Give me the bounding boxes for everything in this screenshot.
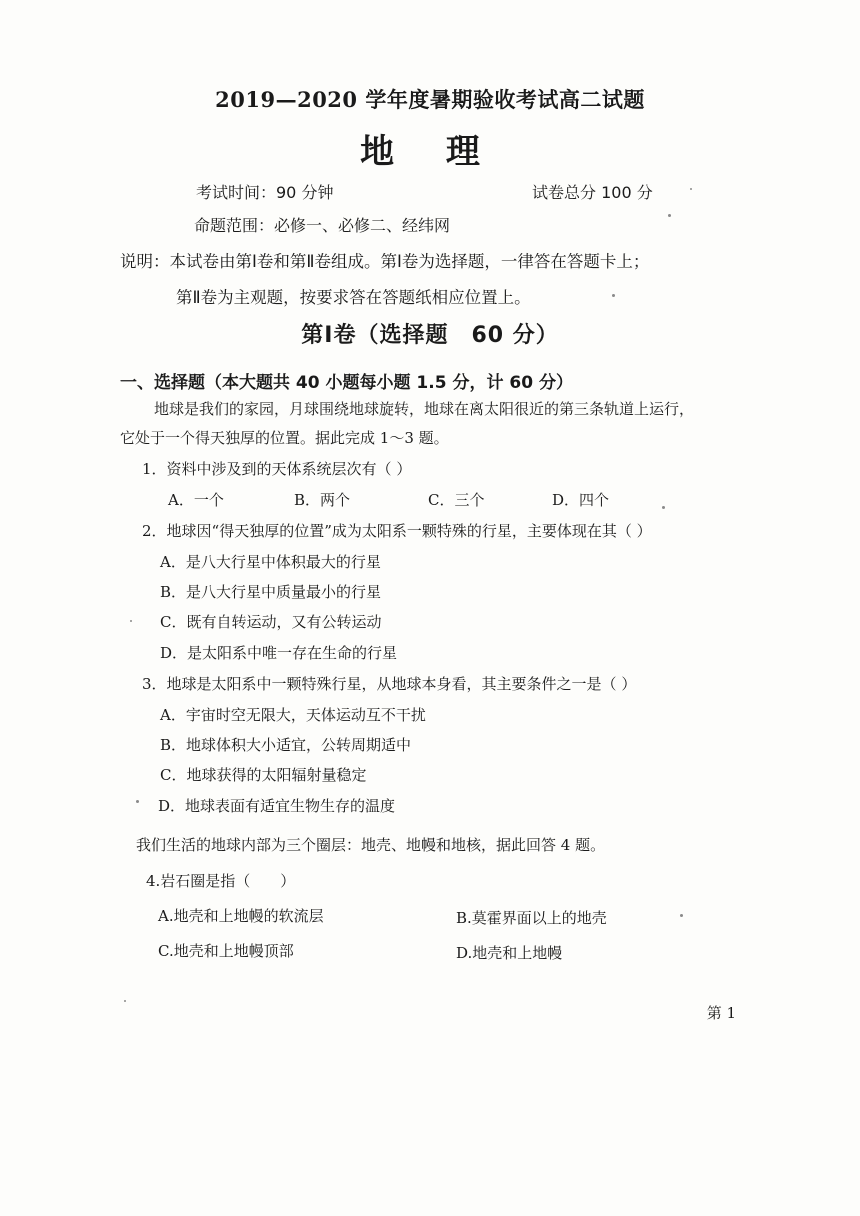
scan-speck: [130, 620, 132, 622]
part-title: 一、选择题（本大题共 40 小题每小题 1.5 分，计 60 分）: [120, 373, 573, 393]
scan-speck: [124, 1000, 126, 1002]
question-2-option-d: D．是太阳系中唯一存在生命的行星: [160, 644, 398, 662]
question-2-option-a: A．是八大行星中体积最大的行星: [160, 553, 381, 571]
question-3-option-d: D．地球表面有适宜生物生存的温度: [158, 797, 396, 815]
question-4-option-b: B.莫霍界面以上的地壳: [456, 909, 607, 927]
scan-speck: [136, 800, 139, 803]
scan-speck: [612, 294, 615, 297]
exam-header: 2019—2020 学年度暑期验收考试高二试题: [215, 87, 645, 112]
scan-speck: [668, 214, 671, 217]
question-3-option-a: A．宇宙时空无限大，天体运动互不干扰: [160, 706, 426, 724]
exam-scope: 命题范围：必修一、必修二、经纬网: [194, 216, 451, 235]
scan-speck: [680, 914, 683, 917]
question-3-option-c: C．地球获得的太阳辐射量稳定: [160, 766, 367, 784]
question-2-stem: 2．地球因“得天独厚的位置”成为太阳系一颗特殊的行星，主要体现在其（ ）: [142, 522, 652, 540]
question-4-stem: 4.岩石圈是指（ ）: [146, 872, 296, 890]
subject-title: 地 理: [360, 132, 500, 172]
question-2-option-c: C．既有自转运动，又有公转运动: [160, 613, 382, 631]
scan-speck: [662, 506, 665, 509]
question-1-option-b: B．两个: [294, 491, 351, 509]
exam-time: 考试时间：90 分钟: [196, 183, 334, 202]
scan-speck: [690, 188, 692, 190]
question-3-option-b: B．地球体积大小适宜，公转周期适中: [160, 736, 412, 754]
question-1-stem: 1．资料中涉及到的天体系统层次有（ ）: [142, 460, 412, 478]
question-4-option-d: D.地壳和上地幔: [456, 944, 563, 962]
question-4-option-c: C.地壳和上地幔顶部: [158, 942, 294, 960]
question-1-option-d: D．四个: [552, 491, 610, 509]
question-1-option-c: C．三个: [428, 491, 485, 509]
section-title: 第Ⅰ卷（选择题 60 分）: [301, 323, 559, 348]
question-4-option-a: A.地壳和上地幔的软流层: [158, 907, 324, 925]
instructions-line-1: 说明：本试卷由第Ⅰ卷和第Ⅱ卷组成。第Ⅰ卷为选择题，一律答在答题卡上；: [120, 252, 650, 271]
instructions-line-2: 第Ⅱ卷为主观题，按要求答在答题纸相应位置上。: [176, 288, 531, 307]
passage-1-line-1: 地球是我们的家园，月球围绕地球旋转，地球在离太阳很近的第三条轨道上运行，: [154, 400, 695, 418]
question-3-stem: 3．地球是太阳系中一颗特殊行星，从地球本身看，其主要条件之一是（ ）: [142, 675, 637, 693]
total-score: 试卷总分 100 分: [532, 183, 653, 202]
page-number: 第 1: [706, 1004, 736, 1022]
passage-1-line-2: 它处于一个得天独厚的位置。据此完成 1～3 题。: [120, 429, 449, 447]
passage-2-line-1: 我们生活的地球内部为三个圈层：地壳、地幔和地核，据此回答 4 题。: [136, 836, 606, 854]
question-2-option-b: B．是八大行星中质量最小的行星: [160, 583, 382, 601]
question-1-option-a: A．一个: [168, 491, 224, 509]
